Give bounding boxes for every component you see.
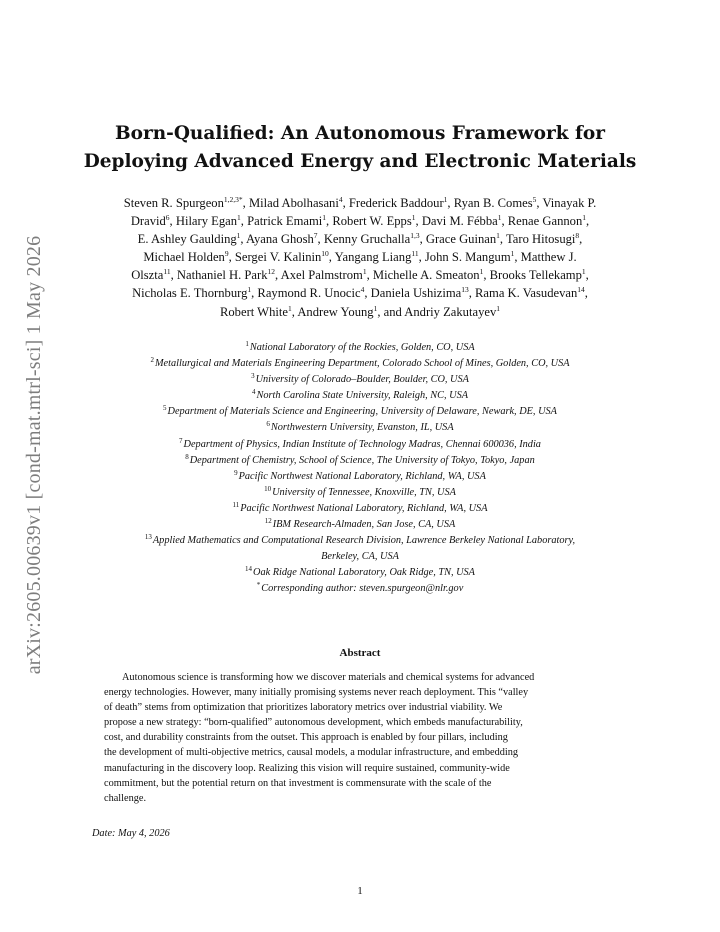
- author-name: Axel Palmstrom: [280, 268, 363, 283]
- paper-title: [60, 120, 660, 176]
- affiliation-text: Oak Ridge National Laboratory, Oak Ridge, TN, USA: [253, 567, 475, 579]
- author-list: [60, 194, 660, 321]
- author-name: Hilary Egan: [175, 214, 238, 229]
- author-affiliation-marker: 1: [497, 213, 502, 223]
- author-affiliation-marker: 5: [532, 195, 537, 204]
- author-line: Olszta$^{11}$, Nathaniel H. Park$^{12}$, Axel Palmstrom$^1$, Michelle A. Smeaton$^1$, Brooks Tellekamp$^1$,: [131, 267, 589, 283]
- author-name: Matthew J.: [520, 250, 577, 265]
- author-line: E. Ashley Gaulding$^1$, Ayana Ghosh$^7$, Kenny Gruchalla$^{1,3}$, Grace Guinan$^1$, Taro Hitosugi$^8$,: [137, 231, 583, 247]
- affiliation-marker: 5: [163, 404, 167, 413]
- affiliation-marker: 6: [266, 420, 270, 429]
- affiliation-line: [60, 437, 660, 453]
- author-affiliation-marker: 13: [461, 285, 469, 295]
- affiliation-line: [60, 581, 660, 597]
- author-affiliation-marker: 7: [313, 231, 318, 241]
- author-name: Vinayak P.: [542, 196, 597, 210]
- author-affiliation-marker: 8: [575, 231, 580, 241]
- author-affiliation-marker: 1: [496, 231, 500, 241]
- affiliation-text: Pacific Northwest National Laboratory, Richland, WA, USA: [240, 502, 488, 514]
- author-name: Steven R. Spurgeon: [123, 196, 224, 210]
- affiliation-line: [60, 388, 660, 404]
- affiliation-text: University of Colorado–Boulder, Boulder, CO, USA: [255, 374, 469, 386]
- affiliation-text: IBM Research-Almaden, San Jose, CA, USA: [272, 519, 456, 531]
- author-name: Brooks Tellekamp: [489, 268, 582, 283]
- author-name: Kenny Gruchalla: [323, 232, 411, 247]
- affiliation-marker: 8: [185, 452, 189, 461]
- abstract-line: commitment, but the potential return on that investment is commensurate with the scale of the: [104, 777, 492, 789]
- affiliation-line: [60, 565, 660, 581]
- affiliation-marker: 14: [245, 565, 253, 574]
- affiliation-line: [60, 420, 660, 436]
- affiliation-line: [60, 469, 660, 485]
- affiliation-text: Pacific Northwest National Laboratory, Richland, WA, USA: [238, 470, 486, 482]
- abstract-line: challenge.: [104, 792, 147, 804]
- affiliation-line: [60, 501, 660, 517]
- author-name: John S. Mangum: [424, 250, 511, 265]
- abstract-line: Autonomous science is transforming how we discover materials and chemical systems for advanced: [122, 672, 535, 683]
- author-affiliation-marker: 1,3: [410, 231, 420, 241]
- author-affiliation-marker: 4: [338, 195, 343, 204]
- affiliation-line: [60, 340, 660, 356]
- title-line-2: Deploying Advanced Energy and Electronic Materials: [83, 151, 637, 172]
- author-affiliation-marker: 1: [479, 267, 484, 277]
- affiliation-line: [60, 549, 660, 565]
- author-affiliation-marker: 14: [577, 285, 585, 295]
- affiliation-marker: 10: [264, 484, 272, 493]
- author-name: Sergei V. Kalinin: [234, 250, 322, 265]
- affiliation-text: Northwestern University, Evanston, IL, USA: [270, 422, 454, 434]
- author-name: Nathaniel H. Park: [176, 268, 268, 283]
- affiliation-line: [60, 404, 660, 420]
- affiliation-text: North Carolina State University, Raleigh, NC, USA: [256, 390, 469, 402]
- affiliation-line: [60, 485, 660, 501]
- author-affiliation-marker: 6: [165, 213, 170, 223]
- author-name: Robert White: [219, 304, 288, 319]
- author-name: Michael Holden: [143, 250, 225, 265]
- affiliation-marker: *: [256, 581, 261, 590]
- affiliation-text: Department of Materials Science and Engineering, University of Delaware, Newark, DE, USA: [167, 406, 557, 418]
- author-line: Steven R. Spurgeon$^{1,2,3*}$, Milad Abolhasani$^4$, Frederick Baddour$^1$, Ryan B. Comes$^5$, Vinayak P.: [123, 195, 597, 210]
- author-name: Grace Guinan: [425, 232, 497, 247]
- paper-date: Date: May 4, 2026: [92, 828, 170, 839]
- affiliation-line: [60, 517, 660, 533]
- affiliation-line: [60, 453, 660, 469]
- affiliation-marker: 2: [150, 356, 154, 365]
- abstract-line: cost, and durability constraints from the outset. This approach is enabled by four pillars, including: [104, 732, 508, 744]
- title-line-1: Born-Qualified: An Autonomous Framework for: [114, 123, 606, 144]
- abstract-line: propose a new strategy: “born-qualified” autonomous development, which embeds manufacturability,: [104, 717, 523, 729]
- author-affiliation-marker: 1: [287, 303, 292, 313]
- author-name: Nicholas E. Thornburg: [132, 286, 248, 301]
- abstract-heading: Abstract: [339, 647, 381, 659]
- author-affiliation-marker: 1: [236, 231, 241, 241]
- author-affiliation-marker: 4: [360, 285, 365, 295]
- author-affiliation-marker: 10: [321, 249, 329, 259]
- author-name: Yangang Liang: [334, 250, 412, 265]
- author-name: Milad Abolhasani: [248, 196, 339, 210]
- author-line: Nicholas E. Thornburg$^1$, Raymond R. Unocic$^4$, Daniela Ushizima$^{13}$, Rama K. Vasudevan$^{14}$,: [132, 285, 588, 301]
- author-name: Ayana Ghosh: [246, 232, 314, 247]
- author-name: Davi M. Fébba: [421, 214, 498, 229]
- abstract-line: energy technologies. However, many initially promising systems never reach deployment. This “valley: [104, 687, 529, 699]
- affiliation-text: Corresponding author: steven.spurgeon@nlr.gov: [261, 583, 464, 595]
- author-name: Frederick Baddour: [348, 196, 444, 210]
- affiliation-marker: 4: [251, 388, 256, 397]
- author-name: Patrick Emami: [247, 214, 323, 229]
- author-affiliation-marker: 1,2,3*: [223, 195, 243, 204]
- author-line: Robert White$^1$, Andrew Young$^1$, and Andriy Zakutayev$^1$: [219, 303, 501, 319]
- arxiv-sidebar: [4, 236, 64, 675]
- author-affiliation-marker: 1: [581, 267, 586, 277]
- author-name: Ryan B. Comes: [453, 196, 533, 210]
- affiliation-text: University of Tennessee, Knoxville, TN, USA: [272, 486, 456, 498]
- affiliation-marker: 1: [245, 340, 249, 348]
- affiliation-line: [60, 356, 660, 372]
- abstract-line: of death” stems from optimization that prioritizes laboratory metrics over industrial viability. We: [104, 702, 503, 714]
- author-affiliation-marker: 11: [411, 249, 419, 259]
- author-name: Rama K. Vasudevan: [475, 286, 578, 301]
- affiliation-text: Department of Physics, Indian Institute of Technology Madras, Chennai 600036, India: [183, 438, 541, 450]
- author-affiliation-marker: 1: [237, 213, 241, 223]
- author-name: E. Ashley Gaulding: [137, 232, 237, 247]
- author-name: Dravid: [130, 214, 166, 229]
- author-name: Taro Hitosugi: [505, 232, 576, 247]
- author-affiliation-marker: 1: [443, 195, 448, 204]
- author-name: Michelle A. Smeaton: [372, 268, 480, 283]
- author-affiliation-marker: 1: [582, 213, 587, 223]
- affiliation-marker: 11: [232, 500, 240, 509]
- author-affiliation-marker: 9: [224, 249, 229, 259]
- abstract-line: manufacturing in the discovery loop. Realizing this vision will require sustained, community-wide: [104, 762, 510, 774]
- affiliation-text: Department of Chemistry, School of Science, The University of Tokyo, Tokyo, Japan: [189, 454, 535, 466]
- author-line: Dravid$^6$, Hilary Egan$^1$, Patrick Emami$^1$, Robert W. Epps$^1$, Davi M. Fébba$^1$, Renae Gannon$^1$,: [130, 213, 590, 229]
- affiliation-line: [60, 372, 660, 388]
- author-affiliation-marker: 1: [373, 303, 378, 313]
- author-name: Olszta: [131, 268, 164, 283]
- author-affiliation-marker: 1: [411, 213, 416, 223]
- author-affiliation-marker: 1: [322, 213, 327, 223]
- affiliation-text: Berkeley, CA, USA: [321, 551, 399, 563]
- abstract-line: the development of multi-objective metrics, causal models, a modular infrastructure, and embedding: [104, 747, 519, 759]
- affiliation-marker: 9: [234, 468, 238, 477]
- author-name: Raymond R. Unocic: [257, 286, 361, 301]
- author-affiliation-marker: 1: [496, 303, 501, 313]
- author-name: and Andriy Zakutayev: [383, 304, 497, 319]
- author-name: Daniela Ushizima: [370, 286, 462, 301]
- affiliation-list: [60, 340, 660, 598]
- author-affiliation-marker: 11: [163, 267, 171, 277]
- affiliation-marker: 12: [264, 517, 272, 526]
- affiliation-line: [60, 533, 660, 549]
- affiliation-text: National Laboratory of the Rockies, Golden, CO, USA: [249, 342, 475, 353]
- author-name: Robert W. Epps: [332, 214, 412, 229]
- author-line: Michael Holden$^9$, Sergei V. Kalinin$^{10}$, Yangang Liang$^{11}$, John S. Mangum$^1$, Matthew J.: [143, 249, 577, 265]
- author-affiliation-marker: 1: [510, 249, 515, 259]
- abstract-body: [104, 670, 616, 806]
- affiliation-marker: 7: [179, 436, 183, 445]
- affiliation-marker: 13: [144, 533, 152, 542]
- author-name: Andrew Young: [297, 304, 374, 319]
- author-affiliation-marker: 12: [267, 267, 275, 277]
- arxiv-identifier: arXiv:2605.00639v1 [cond-mat.mtrl-sci] 1 May 2026: [22, 235, 45, 675]
- author-affiliation-marker: 1: [362, 267, 367, 277]
- author-affiliation-marker: 1: [247, 285, 252, 295]
- page-number: 1: [357, 885, 363, 897]
- affiliation-text: Metallurgical and Materials Engineering Department, Colorado School of Mines, Golden, CO, USA: [154, 358, 570, 370]
- affiliation-marker: 3: [251, 372, 255, 381]
- author-name: Renae Gannon: [507, 214, 583, 229]
- affiliation-text: Applied Mathematics and Computational Research Division, Lawrence Berkeley National Laboratory,: [152, 535, 576, 547]
